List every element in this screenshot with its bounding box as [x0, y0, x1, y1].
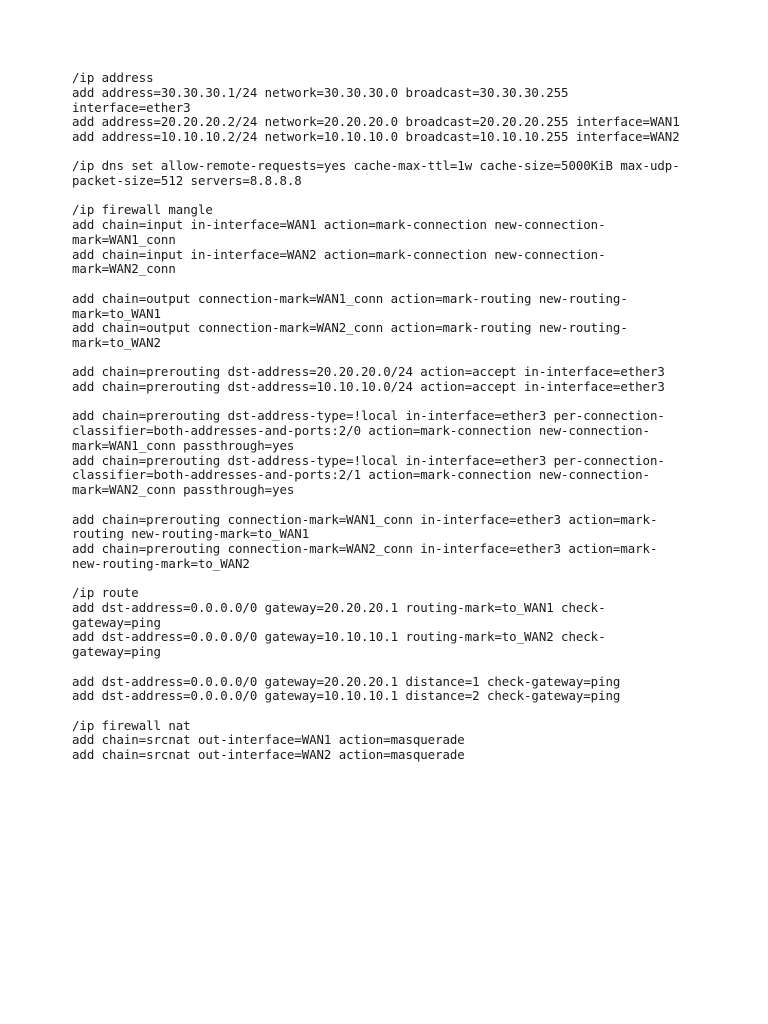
config-line: mark=to_WAN2 [72, 335, 161, 351]
config-line: add dst-address=0.0.0.0/0 gateway=10.10.10.1 routing-mark=to_WAN2 check- [72, 629, 606, 645]
block-ip-dns [72, 159, 712, 189]
block-firewall-nat [72, 719, 712, 763]
block-mangle-prerouting-routing [72, 513, 712, 572]
config-line: routing new-routing-mark=to_WAN1 [72, 526, 310, 542]
config-line: mark=WAN2_conn [72, 261, 176, 277]
config-line: /ip address [72, 70, 154, 85]
config-line: add dst-address=0.0.0.0/0 gateway=20.20.20.1 routing-mark=to_WAN1 check- [72, 599, 606, 615]
config-line: interface=ether3 [72, 99, 191, 115]
block-mangle-output [72, 292, 712, 351]
config-line: mark=WAN1_conn [72, 231, 176, 247]
config-line: /ip dns set allow-remote-requests=yes cache-max-ttl=1w cache-size=5000KiB max-udp- [72, 158, 680, 174]
config-line: /ip firewall nat [72, 717, 191, 733]
config-line: add chain=prerouting connection-mark=WAN2_conn in-interface=ether3 action=mark- [72, 541, 658, 557]
block-mangle-prerouting-accept [72, 365, 712, 395]
block-ip-route-marks [72, 586, 712, 660]
config-line: gateway=ping [72, 644, 161, 660]
block-ip-address [72, 71, 712, 145]
config-line: add address=10.10.10.2/24 network=10.10.10.0 broadcast=10.10.10.255 interface=WAN2 [72, 129, 680, 144]
block-firewall-mangle-input [72, 203, 712, 277]
config-line: add chain=prerouting connection-mark=WAN1_conn in-interface=ether3 action=mark- [72, 511, 658, 527]
config-line: add chain=prerouting dst-address-type=!local in-interface=ether3 per-connection- [72, 408, 665, 424]
config-line: add chain=output connection-mark=WAN2_conn action=mark-routing new-routing- [72, 320, 628, 336]
config-line: add chain=prerouting dst-address=10.10.10.0/24 action=accept in-interface=ether3 [72, 379, 665, 395]
config-line: add chain=prerouting dst-address=20.20.20.0/24 action=accept in-interface=ether3 [72, 364, 665, 380]
config-line: new-routing-mark=to_WAN2 [72, 555, 250, 571]
config-line: gateway=ping [72, 614, 161, 630]
config-line: add chain=srcnat out-interface=WAN1 action=masquerade [72, 732, 465, 748]
config-line: /ip route [72, 585, 139, 601]
config-line: add chain=input in-interface=WAN2 action=mark-connection new-connection- [72, 246, 606, 262]
config-line: /ip firewall mangle [72, 202, 213, 218]
config-line: add chain=input in-interface=WAN1 action=mark-connection new-connection- [72, 217, 606, 233]
config-line: add address=30.30.30.1/24 network=30.30.30.0 broadcast=30.30.30.255 [72, 84, 569, 100]
config-line: classifier=both-addresses-and-ports:2/0 action=mark-connection new-connection- [72, 423, 650, 439]
config-line: packet-size=512 servers=8.8.8.8 [72, 173, 302, 189]
config-script [72, 71, 712, 777]
config-line: add dst-address=0.0.0.0/0 gateway=20.20.20.1 distance=1 check-gateway=ping [72, 673, 621, 689]
config-line: add chain=prerouting dst-address-type=!local in-interface=ether3 per-connection- [72, 452, 665, 468]
config-line: add address=20.20.20.2/24 network=20.20.20.0 broadcast=20.20.20.255 interface=WAN1 [72, 114, 680, 130]
block-ip-route-distance [72, 675, 712, 705]
config-line: add chain=srcnat out-interface=WAN2 action=masquerade [72, 747, 465, 763]
config-line: mark=WAN1_conn passthrough=yes [72, 437, 295, 453]
config-line: classifier=both-addresses-and-ports:2/1 action=mark-connection new-connection- [72, 467, 650, 483]
config-line: mark=WAN2_conn passthrough=yes [72, 482, 295, 498]
block-mangle-prerouting-pcc [72, 409, 712, 498]
config-line: add dst-address=0.0.0.0/0 gateway=10.10.10.1 distance=2 check-gateway=ping [72, 688, 621, 704]
config-line: add chain=output connection-mark=WAN1_conn action=mark-routing new-routing- [72, 290, 628, 306]
config-line: mark=to_WAN1 [72, 305, 161, 321]
